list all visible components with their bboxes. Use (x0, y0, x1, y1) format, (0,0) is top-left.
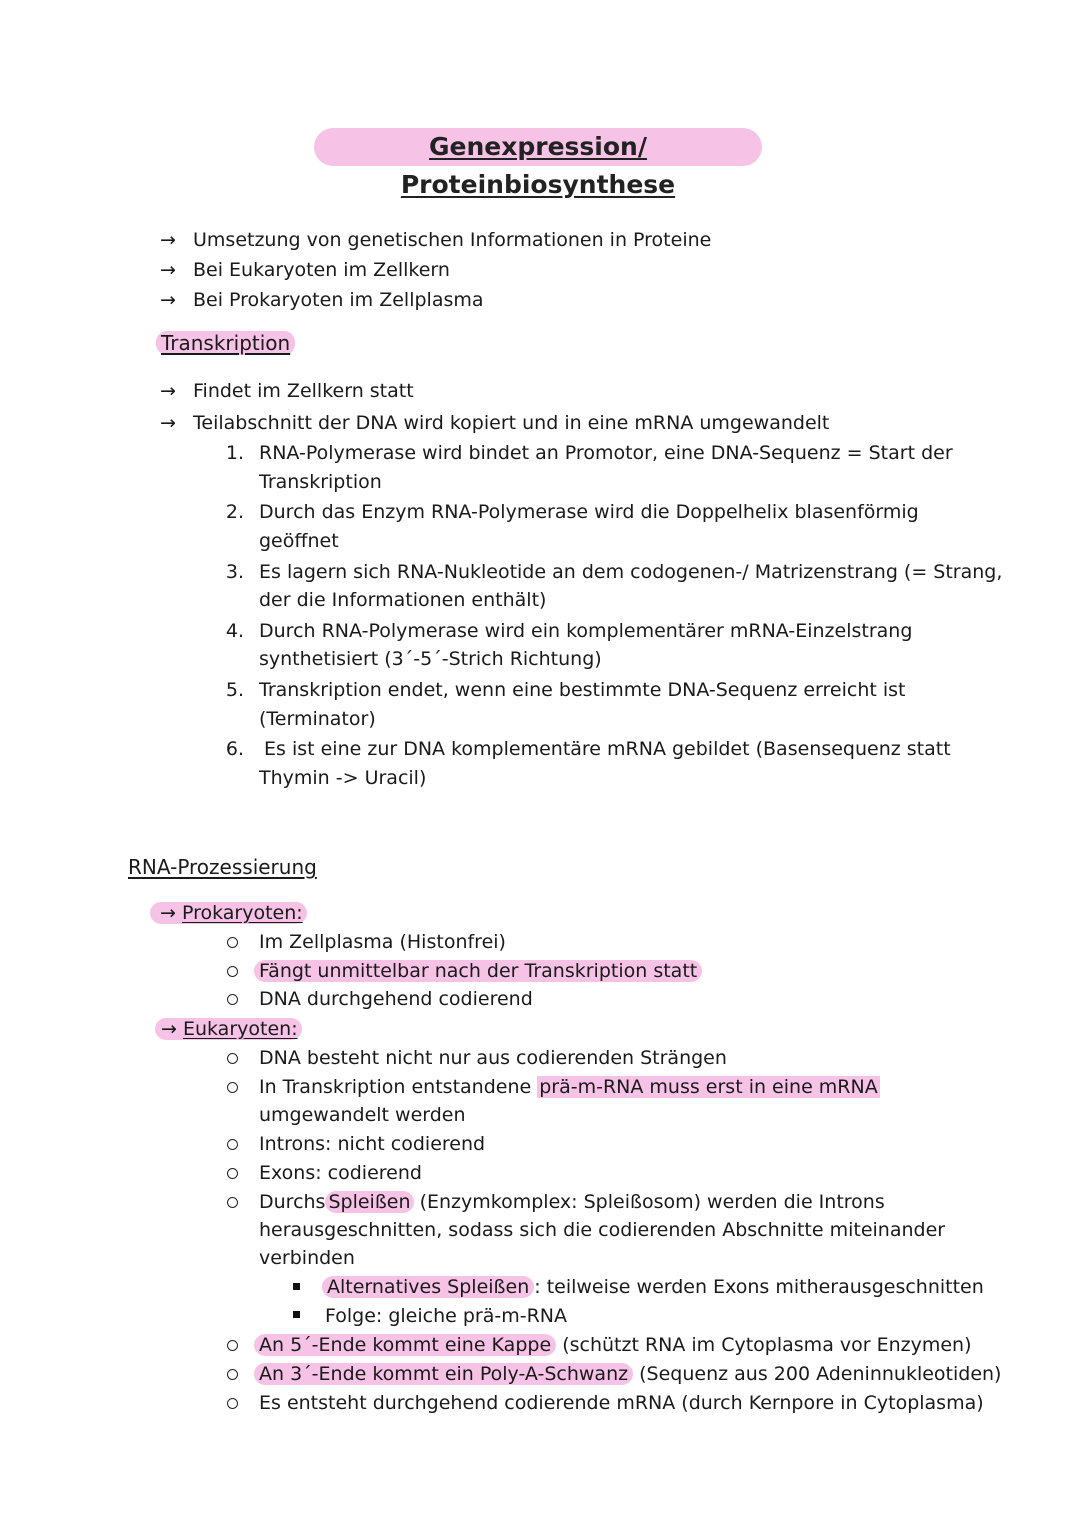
eukaryoten-label (155, 1017, 302, 1041)
prokaryoten-label-text: Prokaryoten: (181, 902, 303, 924)
prokaryoten-item: Im Zellplasma (Histonfrei) (259, 931, 506, 953)
highlighted-text: An 3´-Ende kommt ein Poly-A-Schwanz (254, 1363, 633, 1385)
bullet-icon (227, 1197, 238, 1208)
highlighted-text: prä-m-RNA muss erst in eine mRNA (539, 1076, 878, 1098)
step-line: Es ist eine zur DNA komplementäre mRNA gebildet (Basensequenz statt (264, 738, 951, 760)
step-line: der die Informationen enthält) (259, 589, 547, 611)
arrow-icon: → (160, 289, 176, 311)
intro-line: Bei Prokaryoten im Zellplasma (193, 289, 484, 311)
eukaryoten-item (259, 1190, 885, 1214)
bullet-icon (227, 994, 238, 1005)
arrow-icon: → (160, 259, 176, 281)
arrow-icon: → (160, 412, 176, 434)
step-line: Durch das Enzym RNA-Polymerase wird die Doppelhelix blasenförmig (259, 501, 919, 523)
bullet-icon (227, 966, 238, 977)
step-number: 2. (225, 501, 244, 523)
prokaryoten-label (150, 901, 307, 925)
arrow-icon: → (161, 1018, 183, 1040)
arrow-icon: → (160, 380, 176, 402)
step-number: 5. (225, 679, 244, 701)
bullet-icon (227, 1139, 238, 1150)
step-line: Es lagern sich RNA-Nukleotide an dem codogenen-/ Matrizenstrang (= Strang, (259, 561, 1003, 583)
eukaryoten-item-cont: umgewandelt werden (259, 1104, 466, 1126)
eukaryoten-item-cont: verbinden (259, 1247, 355, 1269)
sub-item (322, 1275, 984, 1299)
highlighted-text: Spleißen (325, 1191, 413, 1213)
bullet-icon (227, 1168, 238, 1179)
eukaryoten-item (259, 1075, 880, 1099)
text-segment: (Enzymkomplex: Spleißosom) werden die Introns (419, 1191, 885, 1213)
step-line: Transkription endet, wenn eine bestimmte DNA-Sequenz erreicht ist (259, 679, 906, 701)
eukaryoten-item: Exons: codierend (259, 1162, 422, 1184)
bullet-icon (227, 1082, 238, 1093)
prokaryoten-item (254, 959, 702, 983)
eukaryoten-label-text: Eukaryoten: (182, 1018, 298, 1040)
step-number: 6. (225, 738, 244, 760)
text-segment: (schützt RNA im Cytoplasma vor Enzymen) (562, 1334, 972, 1356)
arrow-icon: → (160, 902, 182, 924)
eukaryoten-item: DNA besteht nicht nur aus codierenden Strängen (259, 1047, 727, 1069)
prokaryoten-item: DNA durchgehend codierend (259, 988, 533, 1010)
section-heading-transkription (156, 330, 295, 356)
eukaryoten-item: Es entsteht durchgehend codierende mRNA (durch Kernpore in Cytoplasma) (259, 1392, 984, 1414)
transkription-point: Teilabschnitt der DNA wird kopiert und in eine mRNA umgewandelt (193, 412, 830, 434)
step-number: 4. (225, 620, 244, 642)
text-segment: : teilweise werden Exons mitherausgeschnitten (534, 1276, 984, 1298)
step-line: RNA-Polymerase wird bindet an Promotor, eine DNA-Sequenz = Start der (259, 442, 953, 464)
bullet-icon (227, 1398, 238, 1409)
step-line: Thymin -> Uracil) (259, 767, 427, 789)
sub-item: Folge: gleiche prä-m-RNA (325, 1305, 568, 1327)
square-bullet-icon (293, 1311, 300, 1318)
heading-text: Transkription (156, 331, 295, 355)
step-number: 1. (225, 442, 244, 464)
intro-line: Bei Eukaryoten im Zellkern (193, 259, 450, 281)
highlighted-text: An 5´-Ende kommt eine Kappe (254, 1334, 556, 1356)
highlighted-text: Fängt unmittelbar nach der Transkription statt (254, 960, 702, 982)
step-line: synthetisiert (3´-5´-Strich Richtung) (259, 648, 602, 670)
bullet-icon (227, 1053, 238, 1064)
bullet-icon (227, 937, 238, 948)
bullet-icon (227, 1340, 238, 1351)
step-number: 3. (225, 561, 244, 583)
eukaryoten-item (254, 1333, 972, 1357)
step-line: (Terminator) (259, 708, 376, 730)
text-segment: In Transkription entstandene (259, 1076, 532, 1098)
transkription-point: Findet im Zellkern statt (193, 380, 414, 402)
text-segment: (Sequenz aus 200 Adeninnukleotiden) (639, 1363, 1002, 1385)
eukaryoten-item-cont: herausgeschnitten, sodass sich die codierenden Abschnitte miteinander (259, 1219, 946, 1241)
page-title: Genexpression/ Proteinbiosynthese (314, 128, 762, 166)
intro-line: Umsetzung von genetischen Informationen in Proteine (193, 229, 712, 251)
section-heading-prozessierung: RNA-Prozessierung (128, 855, 317, 879)
arrow-icon: → (160, 229, 176, 251)
step-line: geöffnet (259, 530, 339, 552)
square-bullet-icon (293, 1283, 300, 1290)
step-line: Durch RNA-Polymerase wird ein komplementärer mRNA-Einzelstrang (259, 620, 913, 642)
eukaryoten-item (254, 1362, 1001, 1386)
text-segment: Durchs (259, 1191, 326, 1213)
step-line: Transkription (259, 471, 382, 493)
highlighted-text: Alternatives Spleißen (322, 1276, 534, 1298)
eukaryoten-item: Introns: nicht codierend (259, 1133, 486, 1155)
bullet-icon (227, 1369, 238, 1380)
